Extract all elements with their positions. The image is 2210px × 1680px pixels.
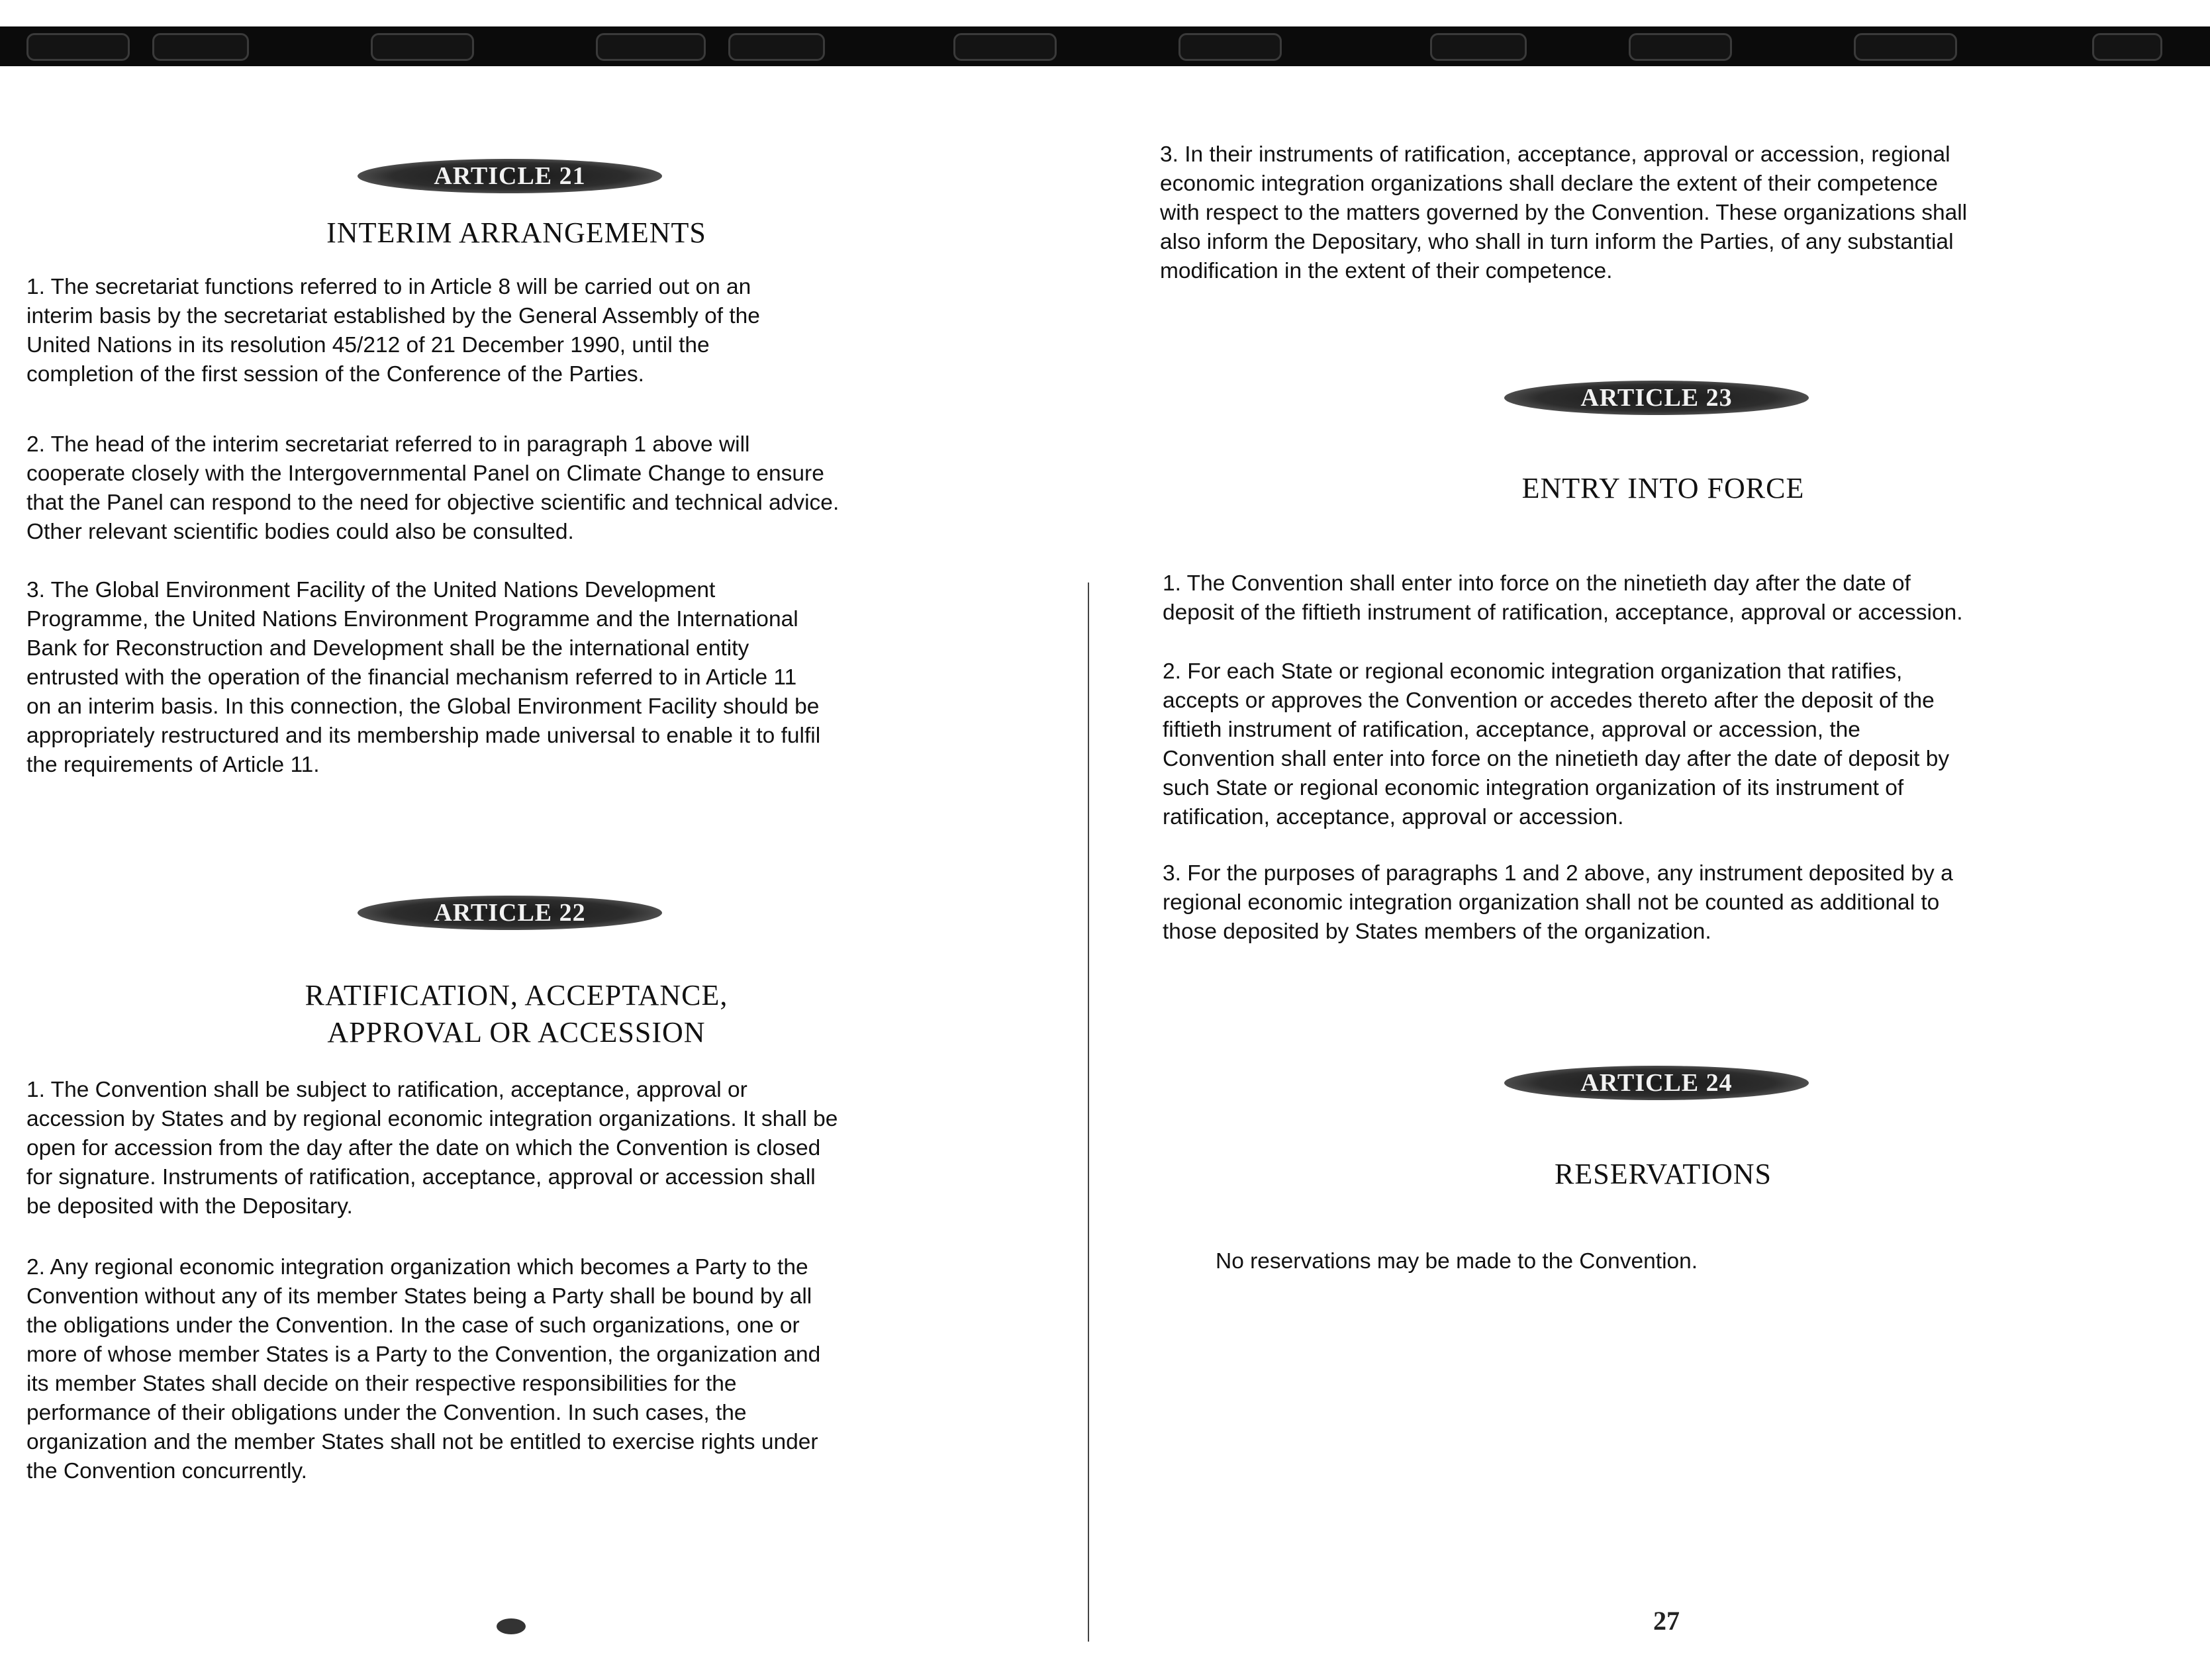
border-notch (728, 33, 825, 61)
border-notch (1430, 33, 1527, 61)
border-notch (26, 33, 130, 61)
page-ornament (497, 1618, 526, 1634)
article-22-title-line-2: APPROVAL OR ACCESSION (327, 1016, 706, 1049)
article-23-paragraph-3: 3. For the purposes of paragraphs 1 and 2 above, any instrument deposited by a regional economic integration organization shall not be counted as additional to those deposited by States members of the organization. (1163, 861, 1953, 944)
article-23-paragraph-2: 2. For each State or regional economic integration organization that ratifies, accepts or approves the Convention or accedes thereto after the deposit of the fiftieth instrument of ratification, acceptance, approval or accession, the Convention shall enter into force on the ninetieth day after the date of deposit by such State or regional economic integration organization of its instrument of ratification, acceptance, approval or accession. (1163, 659, 1950, 829)
article-21-title: INTERIM ARRANGEMENTS (326, 216, 706, 249)
page-number: 27 (1653, 1606, 1680, 1636)
article-23-title: ENTRY INTO FORCE (1521, 472, 1805, 504)
article-22-paragraph-2: 2. Any regional economic integration organization which becomes a Party to the Convention without any of its member States being a Party shall be bound by all the obligations under the Convention. In the case of such organizations, one or more of whose member States is a Party to the Convention, the organization and its member States shall decide on their respective responsibilities for the performance of their obligations under the Convention. In such cases, the organization and the member States shall not be entitled to exercise rights under the Convention concurrently. (26, 1255, 821, 1483)
spine-divider (1088, 583, 1089, 1642)
article-21-paragraph-3: 3. The Global Environment Facility of the United Nations Development Programme, the United Nations Environment Programme and the International Bank for Reconstruction and Development shall be the international entity entrusted with the operation of the financial mechanism referred to in Article 11 on an interim basis. In this connection, the Global Environment Facility should be appropriately restructured and its membership made universal to enable it to fulfil the requirements of Article 11. (26, 578, 821, 777)
article-22-paragraph-1: 1. The Convention shall be subject to ratification, acceptance, approval or accession by States and by regional economic integration organizations. It shall be open for accession from the day after the date on which the Convention is closed for signature. Instruments of ratification, acceptance, approval or accession shall be deposited with the Depositary. (26, 1078, 838, 1219)
article-21-badge: ARTICLE 21 (358, 159, 662, 193)
border-notch (152, 33, 249, 61)
article-21-paragraph-2: 2. The head of the interim secretariat referred to in paragraph 1 above will cooperate closely with the Intergovernmental Panel on Climate Change to ensure that the Panel can respond to the need for objective scientific and technical advice. Other relevant scientific bodies could also be consulted. (26, 432, 840, 544)
border-notch (596, 33, 706, 61)
top-border-band (0, 26, 2210, 66)
article-22-title-line-1: RATIFICATION, ACCEPTANCE, (305, 979, 728, 1011)
article-22-badge: ARTICLE 22 (358, 896, 662, 930)
border-notch (1178, 33, 1282, 61)
border-notch (953, 33, 1057, 61)
article-24-badge: ARTICLE 24 (1504, 1066, 1809, 1100)
border-notch (371, 33, 474, 61)
border-notch (1854, 33, 1957, 61)
article-22-paragraph-3: 3. In their instruments of ratification, acceptance, approval or accession, regional economic integration organizations shall declare the extent of their competence with respect to the matters governed by the Convention. These organizations shall also inform the Depositary, who shall in turn inform the Parties, of any substantial modification in the extent of their competence. (1160, 142, 1968, 283)
border-notch (2092, 33, 2162, 61)
article-24-title: RESERVATIONS (1555, 1158, 1772, 1190)
article-21-paragraph-1: 1. The secretariat functions referred to in Article 8 will be carried out on an interim basis by the secretariat established by the General Assembly of the United Nations in its resolution 45/212 of 21 December 1990, until the completion of the first session of the Conference of the Parties. (26, 275, 760, 387)
article-23-badge: ARTICLE 23 (1504, 381, 1809, 415)
border-notch (1629, 33, 1732, 61)
article-24-text: No reservations may be made to the Convention. (1216, 1249, 1698, 1274)
article-23-paragraph-1: 1. The Convention shall enter into force on the ninetieth day after the date of deposit of the fiftieth instrument of ratification, acceptance, approval or accession. (1163, 571, 1963, 625)
